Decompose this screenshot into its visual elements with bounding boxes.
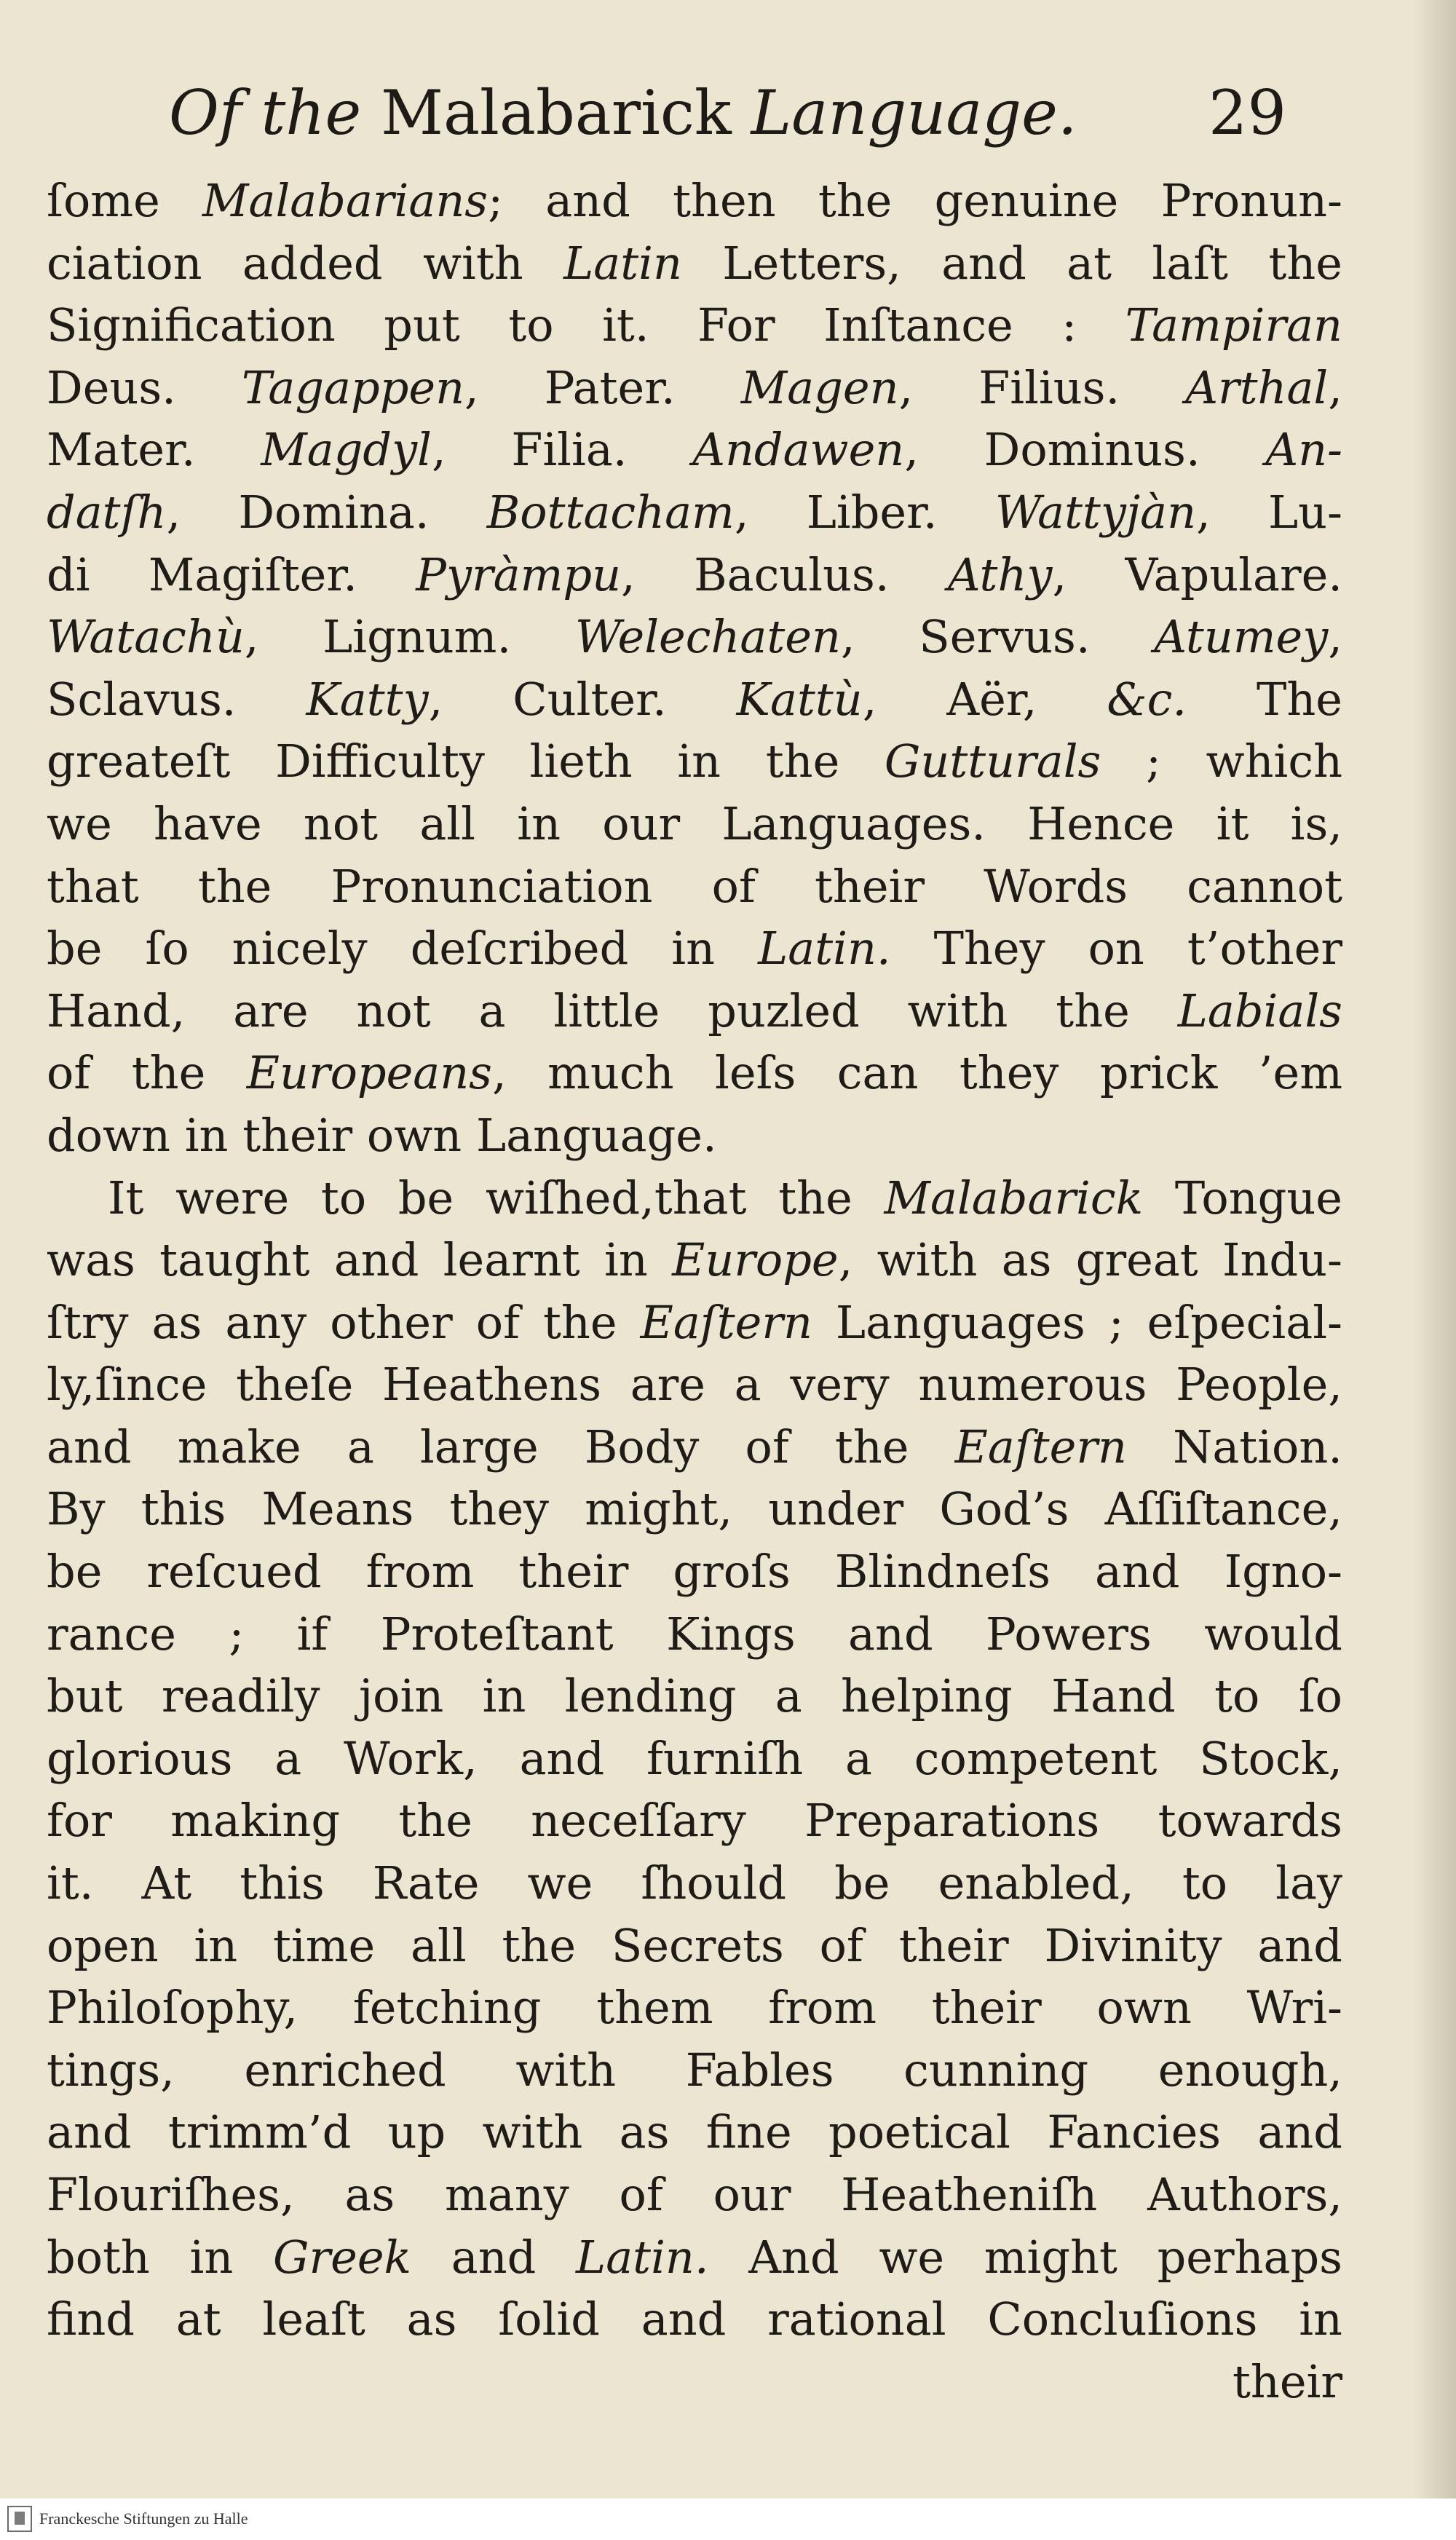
text-run: and trimm’d up with as fine poetical Fancies and (47, 2105, 1342, 2159)
text-line (47, 2039, 1342, 2102)
text-run: and (411, 2230, 577, 2284)
italic-text: An- (1265, 423, 1342, 477)
italic-text: Watachù (47, 610, 245, 664)
text-line (47, 1291, 1342, 1354)
text-run: , Dominus. (904, 423, 1266, 477)
text-line (47, 544, 1342, 606)
italic-text: Kattù (736, 672, 863, 726)
text-line (47, 1603, 1342, 1666)
running-title-main: Malabarick (380, 77, 732, 149)
institution-logo-icon (7, 2506, 32, 2532)
text-line (47, 1416, 1342, 1479)
text-run: it. At this Rate we ſhould be enabled, to lay (47, 1856, 1342, 1910)
text-run: It were to be wiſhed,that the (108, 1171, 885, 1224)
text-run: , Liber. (734, 485, 995, 539)
text-body (47, 170, 1342, 2413)
text-line (47, 481, 1342, 544)
italic-text: Tampiran (1125, 298, 1342, 352)
italic-text: Latin. (576, 2230, 709, 2284)
text-run: ciation added with (47, 236, 564, 290)
italic-text: &c. (1107, 672, 1187, 726)
text-run: ; and then the genuine Pronun- (488, 174, 1343, 227)
italic-text: Europe (672, 1233, 839, 1287)
text-run: di Magiſter. (47, 547, 416, 601)
italic-text: Andawen (692, 423, 905, 477)
text-run: , Lignum. (244, 610, 575, 664)
text-run: Languages ; eſpecial- (812, 1295, 1342, 1349)
text-run: ; which (1101, 735, 1342, 788)
italic-text: Latin (563, 236, 682, 290)
italic-text: Labials (1177, 984, 1342, 1037)
text-run: Hand, are not a little puzled with the (47, 984, 1178, 1037)
text-run: They on t’other (890, 922, 1342, 976)
text-run: Flouriſhes, as many of our Heatheniſh Authors, (47, 2168, 1342, 2221)
text-run: Mater. (47, 423, 261, 477)
text-line (47, 1977, 1342, 2039)
text-line (47, 170, 1342, 232)
text-run: Signification put to it. For Inſtance : (47, 298, 1125, 352)
text-run: , much leſs can they prick ’em (492, 1046, 1342, 1100)
italic-text: Pyràmpu (416, 547, 622, 601)
text-run: , Lu- (1196, 485, 1342, 539)
text-run: The (1187, 672, 1343, 726)
text-run: Nation. (1126, 1420, 1342, 1473)
running-head (0, 69, 1456, 157)
text-run: , Filia. (431, 423, 693, 477)
text-line (47, 2101, 1342, 2164)
text-line (47, 357, 1342, 419)
italic-text: Greek (272, 2230, 412, 2284)
text-run: , Baculus. (621, 547, 948, 601)
italic-text: Europeans (246, 1046, 492, 1100)
text-run: and make a large Body of the (47, 1420, 955, 1473)
paragraph-1 (47, 170, 1342, 1167)
text-run: but readily join in lending a helping Hand to ſo (47, 1669, 1342, 1723)
running-title (169, 69, 1077, 157)
italic-text: Malabarick (884, 1171, 1144, 1224)
text-line (47, 232, 1342, 295)
text-line (47, 2164, 1342, 2226)
text-run: be reſcued from their groſs Blindneſs and Igno- (47, 1545, 1342, 1599)
text-run: , Vapulare. (1052, 547, 1342, 601)
text-run: And we might perhaps (708, 2230, 1343, 2284)
italic-text: datſh (47, 485, 167, 539)
italic-text: Wattyjàn (994, 485, 1197, 539)
text-line (47, 1167, 1342, 1230)
text-line (47, 668, 1342, 731)
italic-text: Gutturals (884, 735, 1101, 788)
running-title-prefix: Of the (169, 77, 362, 149)
italic-text: Katty (306, 672, 429, 726)
text-run: we have not all in our Languages. Hence it is, (47, 796, 1342, 850)
italic-text: Latin. (758, 922, 891, 976)
paragraph-2 (47, 1167, 1342, 2351)
text-run: , Filius. (898, 360, 1186, 414)
text-line (47, 606, 1342, 668)
text-line (47, 2288, 1342, 2351)
institution-name: Franckesche Stiftungen zu Halle (39, 2509, 248, 2528)
text-run: , Culter. (428, 672, 737, 726)
text-line (47, 730, 1342, 793)
text-run: ly,ſince theſe Heathens are a very numerous People, (47, 1358, 1342, 1412)
text-line (47, 1789, 1342, 1852)
text-run: was taught and learnt in (47, 1233, 673, 1287)
text-line (47, 1229, 1342, 1291)
text-run: of the (47, 1046, 247, 1100)
italic-text: Tagappen (241, 360, 465, 414)
text-line (47, 1728, 1342, 1790)
text-run: Letters, and at laſt the (681, 236, 1342, 290)
text-run: open in time all the Secrets of their Divinity and (47, 1918, 1342, 1972)
italic-text: Bottacham (486, 485, 735, 539)
text-run: , Aër, (862, 672, 1107, 726)
text-line (47, 1915, 1342, 1977)
text-line (47, 419, 1342, 481)
text-line (47, 1042, 1342, 1104)
text-run: Philoſophy, fetching them from their own Wri- (47, 1981, 1342, 2035)
text-line (47, 793, 1342, 855)
text-run: ſome (47, 174, 203, 227)
text-run: , Domina. (166, 485, 487, 539)
italic-text: Magen (740, 360, 899, 414)
text-line (47, 1353, 1342, 1416)
text-run: both in (47, 2230, 273, 2284)
italic-text: Malabarians (202, 174, 488, 227)
text-run: , with as great Indu- (838, 1233, 1343, 1287)
text-run: By this Means they might, under God’s Aſſiſtance, (47, 1482, 1342, 1536)
italic-text: Arthal (1185, 360, 1329, 414)
text-run: be ſo nicely deſcribed in (47, 922, 759, 976)
text-run: glorious a Work, and furniſh a competent Stock, (47, 1731, 1342, 1785)
text-run: greateſt Difficulty lieth in the (47, 735, 885, 788)
text-line (47, 1478, 1342, 1540)
text-run: Tongue (1143, 1171, 1342, 1224)
text-line (47, 2226, 1342, 2289)
text-run: Sclavus. (47, 672, 306, 726)
text-line (47, 917, 1342, 980)
text-run: find at leaſt as ſolid and rational Concluſions in (47, 2292, 1342, 2346)
page-number: 29 (1208, 77, 1286, 149)
text-run: that the Pronunciation of their Words cannot (47, 859, 1342, 913)
text-run: rance ; if Proteſtant Kings and Powers would (47, 1607, 1342, 1661)
page-edge-shadow (1412, 0, 1456, 2499)
running-title-suffix: Language. (751, 77, 1077, 149)
text-run: , Servus. (840, 610, 1155, 664)
italic-text: Atumey (1154, 610, 1329, 664)
text-run: tings, enriched with Fables cunning enough, (47, 2043, 1342, 2097)
italic-text: Welechaten (574, 610, 841, 664)
text-line (47, 1540, 1342, 1603)
text-run: Deus. (47, 360, 242, 414)
text-line (47, 294, 1342, 357)
text-run: , Pater. (464, 360, 741, 414)
text-run: ſtry as any other of the (47, 1295, 641, 1349)
text-run: , (1328, 610, 1342, 664)
text-run: down in their own Language. (47, 1108, 717, 1162)
text-line (47, 1104, 1342, 1167)
text-run: , (1328, 360, 1342, 414)
text-run: for making the neceſſary Preparations towards (47, 1794, 1342, 1848)
italic-text: Magdyl (261, 423, 432, 477)
italic-text: Athy (947, 547, 1053, 601)
italic-text: Eaſtern (954, 1420, 1127, 1473)
text-line (47, 980, 1342, 1042)
text-line (47, 1665, 1342, 1728)
catchword: their (1232, 2354, 1342, 2408)
text-line (47, 855, 1342, 918)
text-line (47, 1852, 1342, 1915)
italic-text: Eaſtern (640, 1295, 812, 1349)
footer-bar (0, 2499, 1456, 2540)
